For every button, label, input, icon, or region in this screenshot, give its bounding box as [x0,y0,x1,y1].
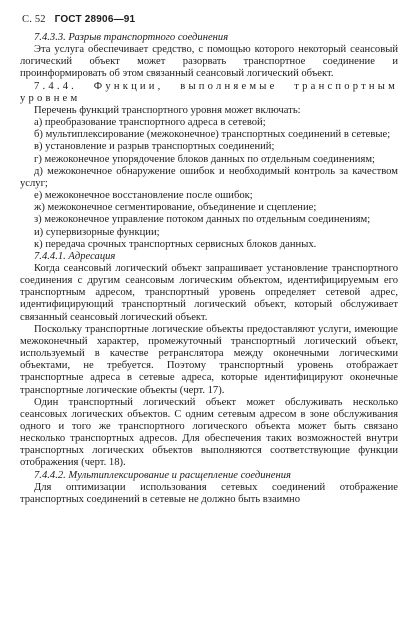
section-heading-7433: 7.4.3.3. Разрыв транспортного соединения [34,32,229,43]
section-heading-7442: 7.4.4.2. Мультиплексирование и расщепление соединения [34,469,291,481]
paragraph-744-intro: Перечень функций транспортного уровня может включать: [34,104,301,116]
paragraph-7441-b: Поскольку транспортные логические объекты предоставляют услуги, имеющие межоконечный характер, промежуточный транспортный логический объект, используемый в качестве ретранслятора между оконечными логическими объектами, не требуется. Поэтому транспортный уровень отображает транспортные адреса в сетевые адреса, которые идентифицируют оконечные транспортные логические объекты (черт. 17). [20,323,398,396]
list-item: з) межоконечное управление потоком данных по отдельным соединениям; [34,214,371,226]
page-number: С. 52 [22,14,46,25]
list-item: к) передача срочных транспортных сервисных блоков данных. [34,238,317,250]
list-item: в) установление и разрыв транспортных соединений; [34,141,275,153]
list-item: д) межоконечное обнаружение ошибок и необходимый контроль за качеством услуг; [20,165,398,189]
list-item: г) межоконечное упорядочение блоков данных по отдельным соединениям; [34,153,375,165]
paragraph-7442: Для оптимизации использования сетевых соединений отображение транспортных соединений в сетевые не должно быть взаимно [20,481,398,505]
list-item: а) преобразование транспортного адреса в сетевой; [34,117,266,129]
page-header [22,14,135,26]
paragraph-7441-c: Один транспортный логический объект может обслуживать несколько сеансовых логических объектов. С одним сетевым адресом в зоне обслуживания одного и того же транспортного логического объекта может быть связано несколько транспортных адресов. Для обеспечения таких возможностей внутри транспортных логических объектов выполняются соответствующие функции отображения (черт. 18). [20,396,398,469]
paragraph-7433: Эта услуга обеспечивает средство, с помощью которого некоторый сеансовый логический объект может разорвать транспортное соединение и проинформировать об этом связанный сеансовый логический объект. [20,44,398,80]
list-item: б) мультиплексирование (межоконечное) транспортных соединений в сетевые; [34,129,391,141]
section-heading-7441: 7.4.4.1. Адресация [34,250,116,262]
section-heading-744-cont: уровнем [20,92,81,104]
list-item: и) супервизорные функции; [34,226,160,238]
paragraph-7441-a: Когда сеансовый логический объект запрашивает установление транспортного соединения с другим сеансовым логическим объектом, идентифицируемым его транспортным адресом, транспортный уровень определяет сетевой адрес, идентифицирующий транспортный логический объект, который обслуживает связанный сеансовый логический объект. [20,262,398,323]
standard-code: ГОСТ 28906—91 [54,14,136,25]
list-item: ж) межоконечное сегментирование, объединение и сцепление; [34,202,317,214]
section-heading-744: 7.4.4. Функции, выполняемые транспортным [34,80,398,92]
document-body [20,32,398,506]
list-item: е) межоконечное восстановление после ошибок; [34,190,253,202]
